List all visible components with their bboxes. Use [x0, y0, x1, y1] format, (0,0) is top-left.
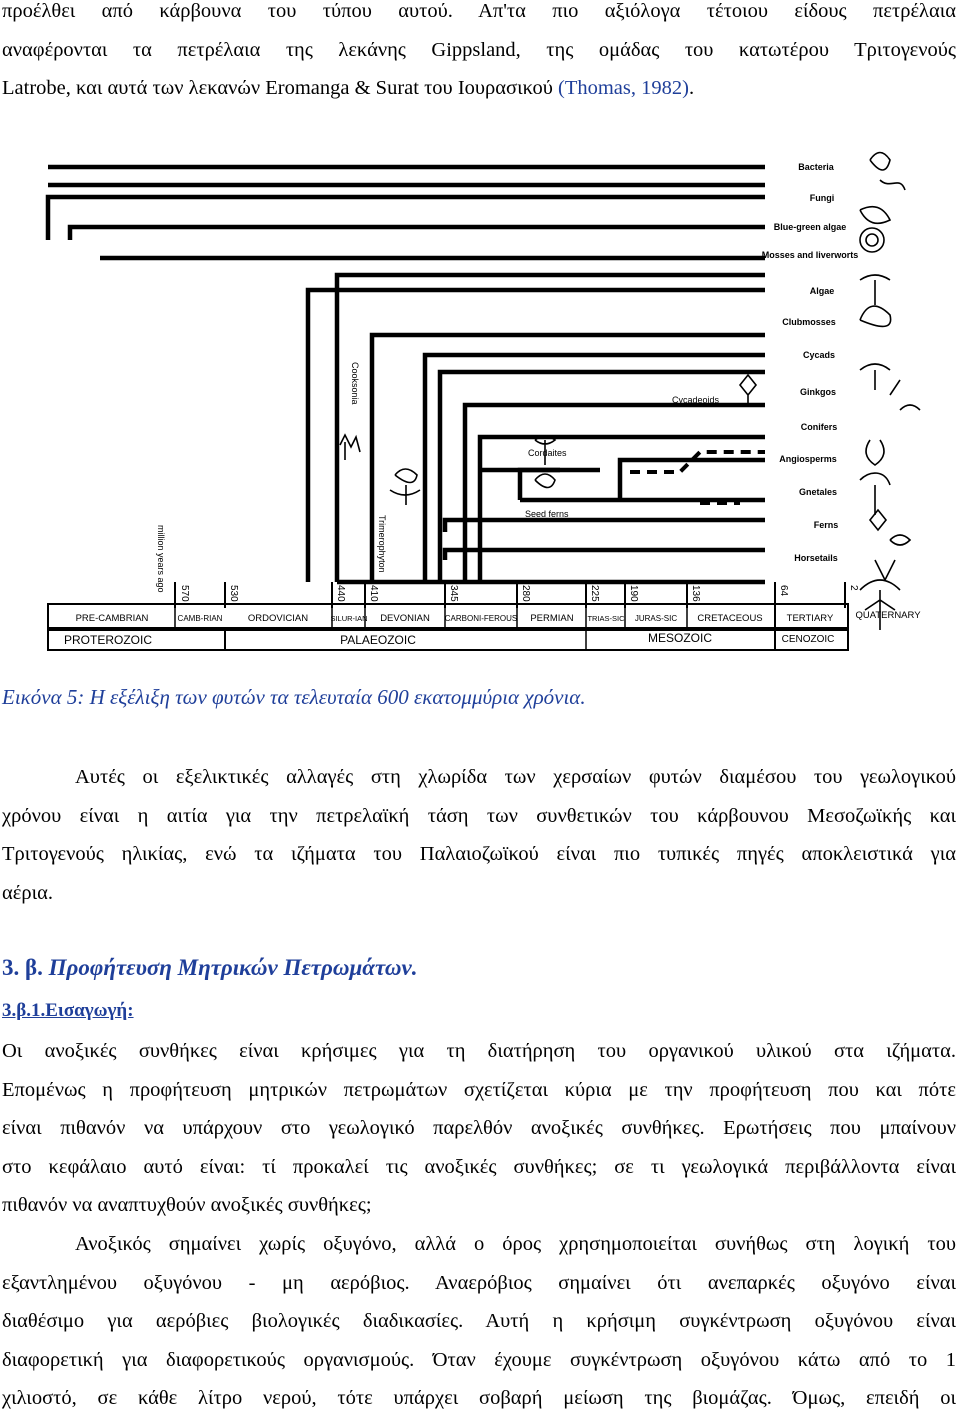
- text-line: προέλθει από κάρβουνα του τύπου αυτού. Απ'τα πιο αξιόλογα τέτοιου είδους πετρέλαια: [2, 0, 956, 22]
- group-label: Ginkgos: [799, 387, 837, 397]
- text-segment: Latrobe, και αυτά των λεκανών Eromanga & Surat του Ιουρασικού: [2, 77, 559, 100]
- age-label: 280: [520, 585, 531, 602]
- period-label: DEVONIAN: [380, 613, 430, 624]
- era-label: PALAEOZOIC: [340, 633, 416, 647]
- age-label: 64: [778, 585, 789, 597]
- group-label: Fungi: [809, 193, 835, 203]
- section-number: 3. β.: [2, 955, 43, 980]
- period-label: QUATERNARY: [855, 610, 921, 621]
- text-line: αέρια.: [2, 881, 53, 904]
- text-line: είναι πιθανόν να υπάρχουν στο γεωλογικό παρελθόν ανοξικές συνθήκες. Ερωτήσεις που μπαίνουν: [2, 1117, 956, 1140]
- text-line: διαφορετική για διαφορετικούς οργανισμούς. Όταν έχουμε συγκέντρωση οξυγόνου κάτω από το 1: [2, 1348, 956, 1371]
- group-label: Horsetails: [794, 553, 838, 563]
- age-label: 570: [179, 585, 190, 602]
- text-line: Τριτογενούς ηλικίας, ενώ τα ιζήματα του Παλαιοζωϊκού είναι πιο τυπικές πηγές αποκλειστικά για: [2, 843, 956, 866]
- age-label: 2: [848, 585, 859, 591]
- era-label: MESOZOIC: [647, 631, 713, 645]
- period-label: TERTIARY: [786, 613, 834, 624]
- period-label: PRE-CAMBRIAN: [75, 613, 149, 624]
- group-label: Ferns: [813, 520, 839, 530]
- period-label: SILUR-IAN: [330, 614, 368, 623]
- age-label: 440: [335, 585, 346, 602]
- branch-label-cooksonia: Cooksonia: [350, 362, 360, 405]
- age-label: 410: [368, 585, 379, 602]
- group-label: Angiosperms: [779, 454, 837, 464]
- period-label: CARBONI-FEROUS: [444, 614, 518, 623]
- text-line: στο κεφάλαιο αυτό είναι: τί προκαλεί τις ανοξικές συνθήκες; σε τι γεωλογικά περιβάλλοντα είναι: [2, 1155, 956, 1178]
- branch-label-cordaites: Cordaites: [528, 448, 567, 458]
- text-line: [2, 69, 956, 108]
- citation-link[interactable]: (Thomas, 1982): [558, 77, 689, 100]
- period-label: PERMIAN: [530, 613, 574, 624]
- text-line: Αυτές οι εξελικτικές αλλαγές στη χλωρίδα των χερσαίων φυτών διαμέσου του γεωλογικού: [75, 766, 956, 788]
- group-label: Bacteria: [798, 162, 834, 172]
- era-label: CENOZOIC: [781, 634, 835, 645]
- paragraph-anoxic-intro: [2, 1032, 956, 1225]
- age-label: 345: [448, 585, 459, 602]
- paragraph-anoxic-definition: [2, 1225, 956, 1418]
- group-label: Cycads: [802, 350, 836, 360]
- plant-evolution-figure: [40, 140, 940, 670]
- period-label: CRETACEOUS: [697, 613, 763, 624]
- text-line: διαθέσιμο για αερόβιες βιολογικές διαδικασίες. Αυτή η κρήσιμη συγκέντρωση οξυγόνου είναι: [2, 1310, 956, 1333]
- text-line: Επομένως η προφήτευση μητρικών πετρωμάτων σχετίζεται κύρια με την προφήτευση που και πότε: [2, 1078, 956, 1101]
- branch-label-cycadeoids: Cycadeoids: [672, 395, 720, 405]
- paragraph-evolution: [2, 758, 956, 912]
- era-label: PROTEROZOIC: [63, 633, 153, 647]
- branch-label-trimerophyton: Trimerophyton: [377, 515, 387, 573]
- age-label: 190: [628, 585, 639, 602]
- age-label: 136: [690, 585, 701, 602]
- group-label: Gnetales: [798, 487, 838, 497]
- paragraph-intro: [2, 0, 956, 108]
- period-label: JURAS-SIC: [634, 614, 678, 623]
- text-line: αναφέρονται τα πετρέλαια της λεκάνης Gippsland, της ομάδας του κατωτέρου Τριτογενούς: [2, 38, 956, 61]
- sentence-end: .: [688, 77, 695, 100]
- section-heading: [2, 955, 417, 981]
- section-title: Προφήτευση Μητρικών Πετρωμάτων.: [48, 955, 418, 980]
- text-line: Ανοξικός σημαίνει χωρίς οξυγόνο, αλλά ο όρος χρησημοποιείται συνήθως στη λογική του: [75, 1233, 956, 1255]
- period-label: TRIAS-SIC: [587, 614, 625, 623]
- period-label: CAMB-RIAN: [177, 614, 223, 623]
- age-label: 530: [228, 585, 239, 602]
- group-label: Clubmosses: [782, 317, 836, 327]
- group-label: Mosses and liverworts: [761, 250, 859, 260]
- group-label: Blue-green algae: [773, 222, 847, 232]
- text-line: χιλιοστό, σε κάθε λίτρο νερού, τότε υπάρχει σοβαρή μείωση της βιομάζας. Όμως, επειδή οι: [2, 1387, 956, 1410]
- age-label: 225: [589, 585, 600, 602]
- text-line: πιθανόν να αναπτυχθούν ανοξικές συνθήκες;: [2, 1194, 372, 1217]
- text-line: χρόνου είναι η αιτία για την πετρελαϊκή τάση των συνθετικών του κάρβουνου Μεσοζωϊκής και: [2, 804, 956, 827]
- group-label: Conifers: [800, 422, 838, 432]
- text-line: εξαντλημένου οξυγόνου - μη αερόβιος. Αναερόβιος σημαίνει ότι ανεπαρκές οξυγόνο είναι: [2, 1271, 956, 1294]
- figure-caption: Εικόνα 5: Η εξέλιξη των φυτών τα τελευταία 600 εκατομμύρια χρόνια.: [2, 685, 586, 709]
- branch-label-seed-ferns: Seed ferns: [525, 509, 569, 519]
- period-label: ORDOVICIAN: [247, 613, 309, 624]
- text-line: Οι ανοξικές συνθήκες είναι κρήσιμες για τη διατήρηση του οργανικού υλικού στα ιζήματα.: [2, 1040, 956, 1062]
- group-label: Algae: [809, 286, 835, 296]
- axis-title: million years ago: [156, 525, 166, 593]
- subsection-heading: 3.β.1.Εισαγωγή:: [2, 1000, 134, 1021]
